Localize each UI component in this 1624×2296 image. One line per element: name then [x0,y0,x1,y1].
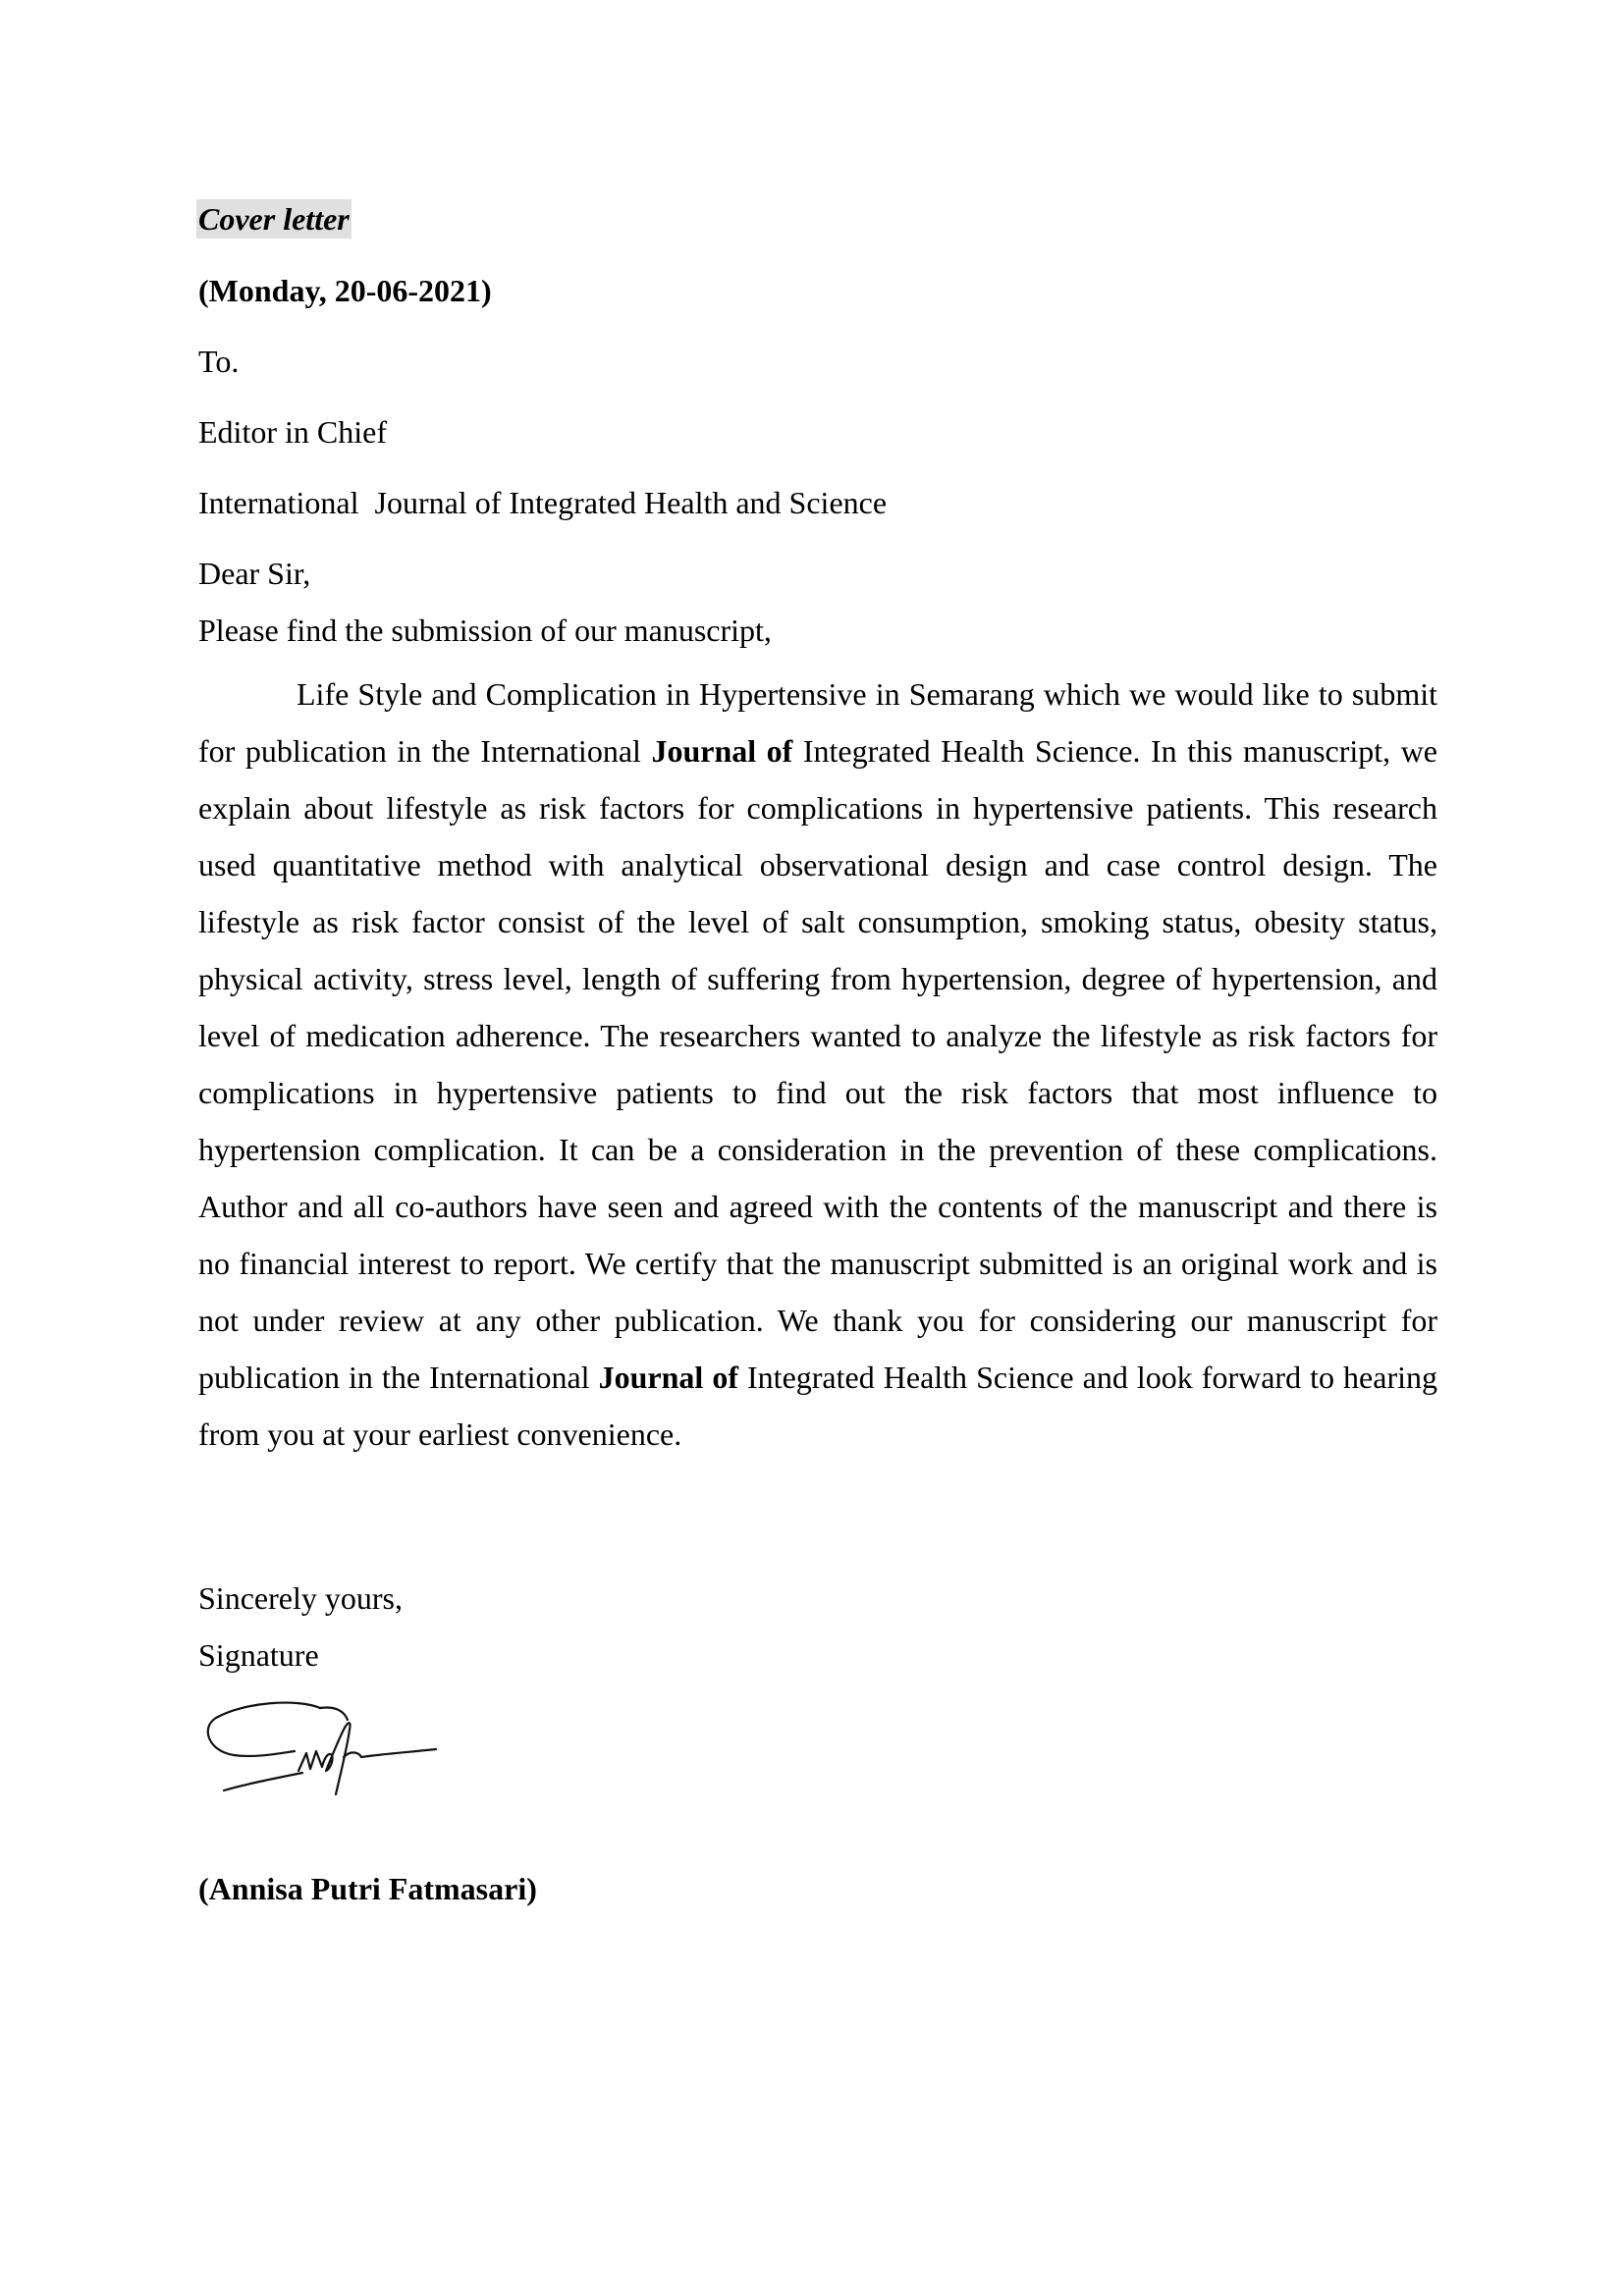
signature-letters-stroke [298,1723,351,1794]
signature-tail-stroke [344,1749,436,1757]
salutation: Dear Sir, [198,556,311,591]
signature-top-stroke [320,1708,348,1721]
signature-label: Signature [198,1637,319,1673]
intro-line: Please find the submission of our manuscript, [198,613,772,648]
letter-date: (Monday, 20-06-2021) [198,273,492,308]
body-bold-journal-2: Journal of [598,1360,738,1395]
signature-loop-stroke [208,1703,320,1756]
recipient-prefix: To. [198,344,240,379]
journal-name: International Journal of Integrated Health and Science [198,485,888,520]
body-text-part-3: Integrated Health Science and look forward to hearing from you at your earliest convenience. [198,1360,1438,1452]
letter-heading: Cover letter [198,201,350,237]
body-bold-journal-1: Journal of [651,733,793,769]
signature-image [204,1696,440,1804]
recipient-title: Editor in Chief [198,414,387,450]
letter-body [198,666,1437,1463]
signature-dash-stroke [224,1773,302,1790]
body-text-part-1: Life Style and Complication in Hypertensive in Semarang which we would like to submit for publication in the International [198,676,1437,769]
author-name: (Annisa Putri Fatmasari) [198,1871,537,1906]
body-text-part-2: Integrated Health Science. In this manuscript, we explain about lifestyle as risk factors for complications in hypertensive patients. This research used quantitative method with analytical observational design and case control design. The lifestyle as risk factor consist of the level of salt consumption, smoking status, obesity status, physical activity, stress level, length of suffering from hypertension, degree of hypertension, and level of medication adherence. The researchers wanted to analyze the lifestyle as risk factors for complications in hypertensive patients to find out the risk factors that most influence to hypertension complication. It can be a consideration in the prevention of these complications. Author and all co-authors have seen and agreed with the contents of the manuscript and there is no financial interest to report. We certify that the manuscript submitted is an original work and is not under review at any other publication. We thank you for considering our manuscript for publication in the International [198,733,1438,1395]
closing: Sincerely yours, [198,1580,403,1616]
